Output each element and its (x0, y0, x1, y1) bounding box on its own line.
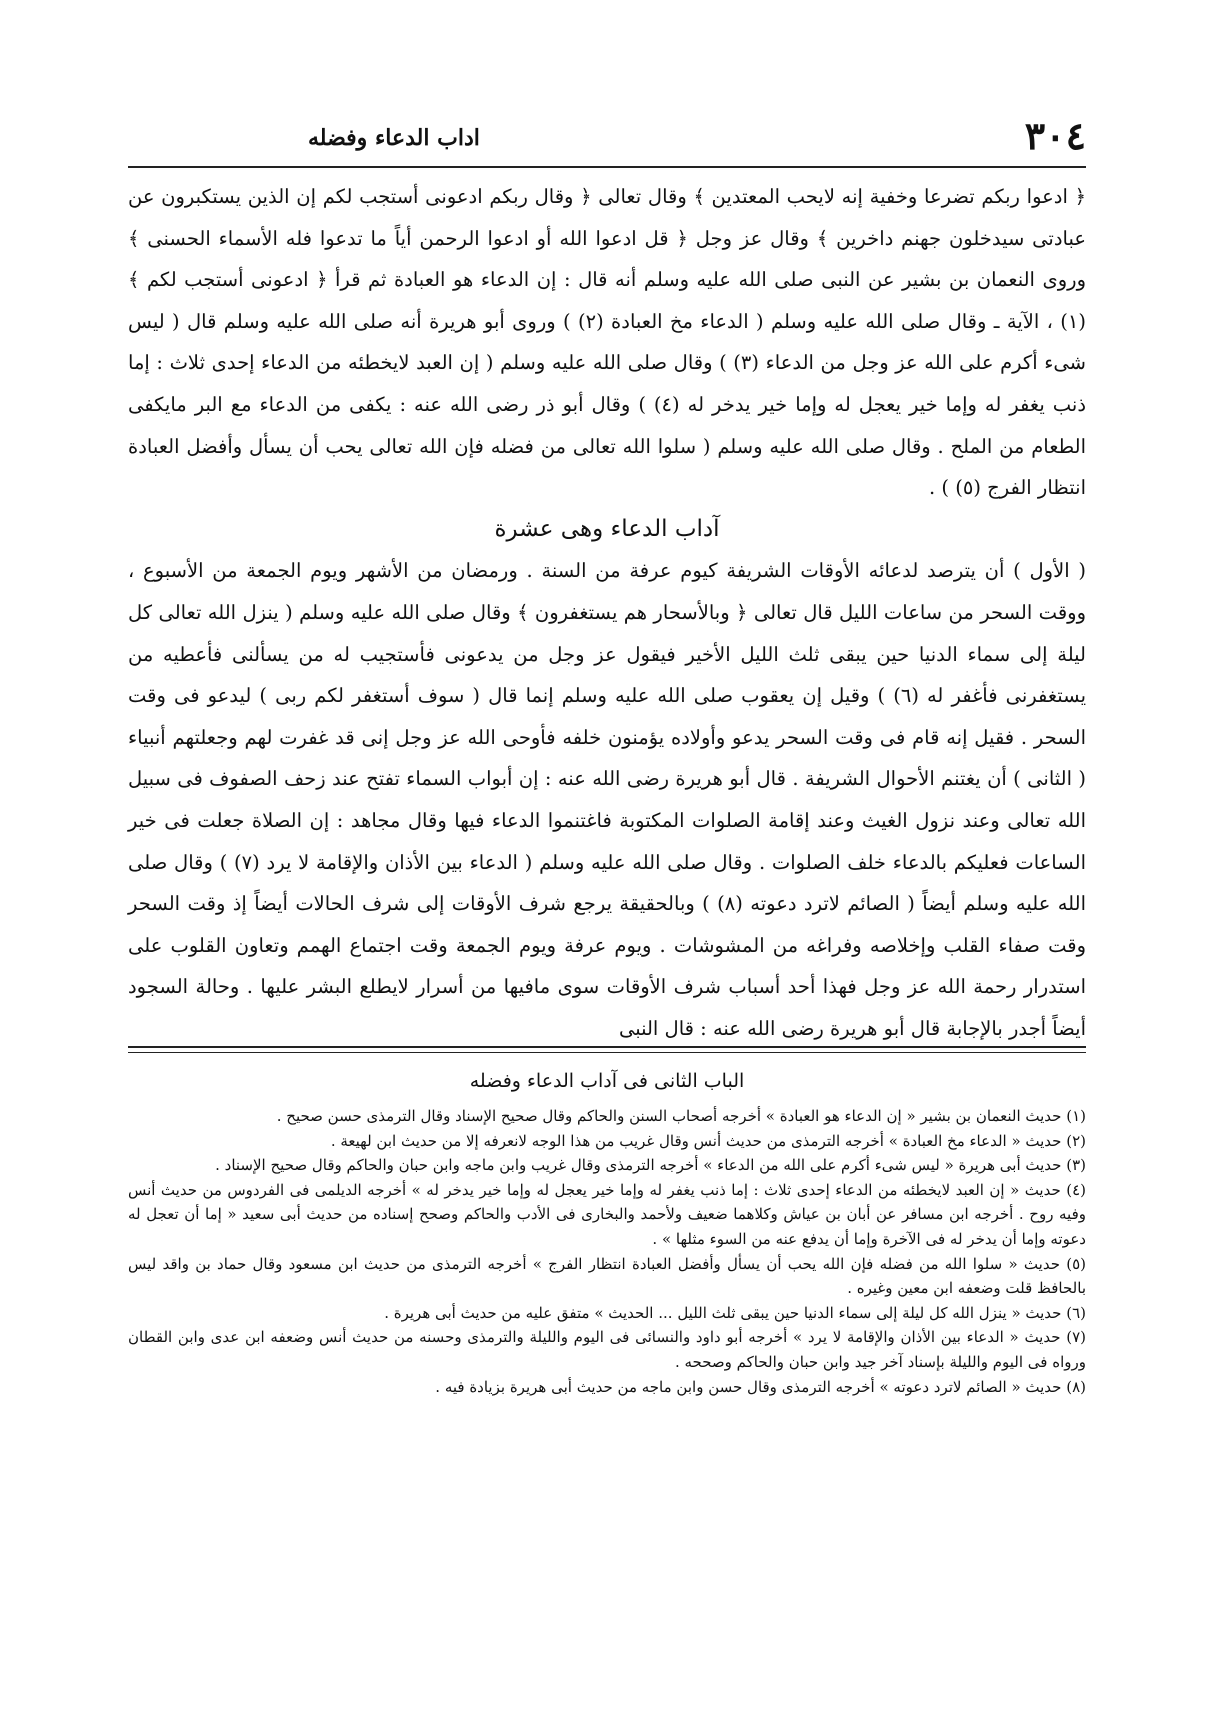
footnote-6: (٦) حديث « ينزل الله كل ليلة إلى سماء الدنيا حين يبقى ثلث الليل ... الحديث » متفق عليه من حديث أبى هريرة . (384, 1303, 1086, 1322)
footnotes-title: الباب الثانى فى آداب الدعاء وفضله (469, 1070, 745, 1092)
section-heading: آداب الدعاء وهى عشرة (494, 515, 720, 542)
footnote-2: (٢) حديث « الدعاء مخ العبادة » أخرجه الترمذى من حديث أنس وقال غريب من هذا الوجه لانعرفه إلا من حديث ابن لهيعة . (330, 1131, 1086, 1150)
header-divider (128, 166, 1086, 168)
footnote-divider-thin (128, 1052, 1086, 1053)
footnote-divider (128, 1046, 1086, 1048)
footnote-4: (٤) حديث « إن العبد لايخطئه من الدعاء إحدى ثلاث : إما ذنب يغفر له وإما خير يعجل له وإما خير يدخر له » أخرجه الديلمى فى الفردوس من حديث أنس وفيه روح . أخرجه ابن مسافر عن أبان بن عياش وكلاهما ضعيف ولأحمد والبخارى فى الأدب والحاكم وصحح إسناده من حديث أبى سعيد « إما أن تعجل له دعوته وإما أن يدخر له فى الآخرة وإما أن يدفع عنه من السوء مثلها » . (128, 1180, 1086, 1248)
main-text (128, 176, 1086, 1049)
footnote-7: (٧) حديث « الدعاء بين الأذان والإقامة لا يرد » أخرجه أبو داود والنسائى فى اليوم والليلة والترمذى وحسنه من حديث أنس وضعفه ابن عدى وابن القطان ورواه فى اليوم والليلة بإسناد آخر جيد وابن حبان والحاكم وصححه . (128, 1328, 1086, 1371)
footnote-3: (٣) حديث أبى هريرة « ليس شىء أكرم على الله من الدعاء » أخرجه الترمذى وقال غريب وابن ماجه وابن حبان والحاكم وقال صحيح الإسناد . (215, 1156, 1086, 1175)
paragraph-etiquette: ( الأول ) أن يترصد لدعائه الأوقات الشريفة كيوم عرفة من السنة . ورمضان من الأشهر ويوم الجمعة من الأسبوع ، ووقت السحر من ساعات الليل قال تعالى ﴿ وبالأسحار هم يستغفرون ﴾ وقال صلى الله عليه وسلم ( ينزل الله تعالى كل ليلة إلى سماء الدنيا حين يبقى ثلث الليل الأخير فيقول عز وجل من يدعونى فأستجيب له من يسألنى فأعطيه من يستغفرنى فأغفر له (٦) ) وقيل إن يعقوب صلى الله عليه وسلم إنما قال ( سوف أستغفر لكم ربى ) ليدعو فى وقت السحر . فقيل إنه قام فى وقت السحر يدعو وأولاده يؤمنون خلفه فأوحى الله عز وجل إنى قد غفرت لهم وجعلتهم أنبياء ( الثانى ) أن يغتنم الأحوال الشريفة . قال أبو هريرة رضى الله عنه : إن أبواب السماء تفتح عند زحف الصفوف فى سبيل الله تعالى وعند نزول الغيث وعند إقامة الصلوات المكتوبة فاغتنموا الدعاء فيها وقال مجاهد : إن الصلاة جعلت فى خير الساعات فعليكم بالدعاء خلف الصلوات . وقال صلى الله عليه وسلم ( الدعاء بين الأذان والإقامة لا يرد (٧) ) وقال صلى الله عليه وسلم أيضاً ( الصائم لاترد دعوته (٨) ) وبالحقيقة يرجع شرف الأوقات إلى شرف الحالات أيضاً إذ وقت السحر وقت صفاء القلب وإخلاصه وفراغه من المشوشات . ويوم عرفة ويوم الجمعة وقت اجتماع الهمم وتعاون القلوب على استدرار رحمة الله عز وجل فهذا أحد أسباب شرف الأوقات سوى مافيها من أسرار لايطلع البشر عليها . وحالة السجود أيضاً أجدر بالإجابة قال أبو هريرة رضى الله عنه : قال النبى (128, 559, 1087, 1040)
footnote-5: (٥) حديث « سلوا الله من فضله فإن الله يحب أن يسأل وأفضل العبادة انتظار الفرج » أخرجه الترمذى من حديث ابن مسعود وقال حماد بن واقد ليس بالحافظ قلت وضعفه ابن معين وغيره . (128, 1254, 1086, 1298)
footnote-8: (٨) حديث « الصائم لاترد دعوته » أخرجه الترمذى وقال حسن وابن ماجه من حديث أبى هريرة بزيادة فيه . (435, 1377, 1086, 1396)
paragraph-intro: ﴿ ادعوا ربكم تضرعا وخفية إنه لايحب المعتدين ﴾ وقال تعالى ﴿ وقال ربكم ادعونى أستجب لكم إن الذين يستكبرون عن عبادتى سيدخلون جهنم داخرين ﴾ وقال عز وجل ﴿ قل ادعوا الله أو ادعوا الرحمن أياً ما تدعوا فله الأسماء الحسنى ﴾ وروى النعمان بن بشير عن النبى صلى الله عليه وسلم أنه قال : إن الدعاء هو العبادة ثم قرأ ﴿ ادعونى أستجب لكم ﴾ (١) ، الآية ـ وقال صلى الله عليه وسلم ( الدعاء مخ العبادة (٢) ) وروى أبو هريرة أنه صلى الله عليه وسلم قال ( ليس شىء أكرم على الله عز وجل من الدعاء (٣) ) وقال صلى الله عليه وسلم ( إن العبد لايخطئه من الدعاء إحدى ثلاث : إما ذنب يغفر له وإما خير يعجل له وإما خير يدخر له (٤) ) وقال أبو ذر رضى الله عنه : يكفى من الدعاء مع البر مايكفى الطعام من الملح . وقال صلى الله عليه وسلم ( سلوا الله تعالى من فضله فإن الله تعالى يحب أن يسأل وأفضل العبادة انتظار الفرج (٥) ) . (128, 185, 1087, 500)
running-title: اداب الدعاء وفضله (308, 125, 480, 151)
footnote-1: (١) حديث النعمان بن بشير « إن الدعاء هو العبادة » أخرجه أصحاب السنن والحاكم وقال صحيح الإسناد وقال الترمذى حسن صحيح . (276, 1107, 1086, 1125)
page-number: ٣٠٤ (1024, 113, 1086, 158)
footnotes (128, 1058, 1086, 1399)
page-header (128, 112, 1086, 158)
